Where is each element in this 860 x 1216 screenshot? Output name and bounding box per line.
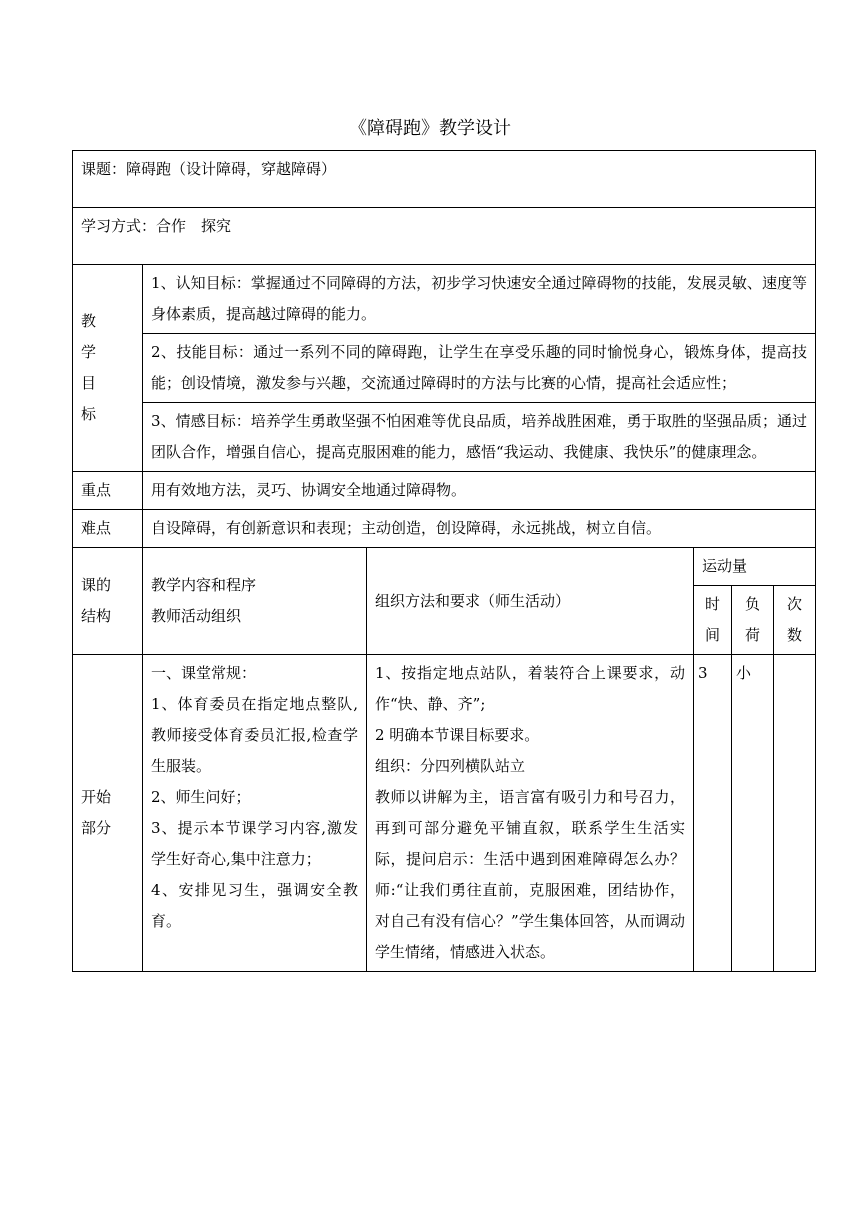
goal-row-2 xyxy=(73,334,816,403)
opening-method: 1、按指定地点站队，着装符合上课要求，动作“快、静、齐”; 2 明确本节课目标要求。 组织：分四列横队站立 教师以讲解为主，语言富有吸引力和号召力，再到可部分避免平铺直叙，联系学生生活实际，提问启示：生活中遇到困难障碍怎么办？师:“让我们勇往直前，克服困难，团结协作，对自己有没有信心？”学生集体回答，从而调动学生情绪，情感进入状态。 xyxy=(367,655,694,972)
lesson-plan-table xyxy=(72,150,815,972)
opening-time: 3 xyxy=(694,655,732,972)
difficulty-text: 自设障碍，有创新意识和表现；主动创造，创设障碍，永远挑战，树立自信。 xyxy=(143,510,816,548)
time-header: 时 间 xyxy=(694,586,732,655)
method-header: 组织方法和要求（师生活动） xyxy=(367,548,694,655)
content-header: 教学内容和程序 教师活动组织 xyxy=(143,548,367,655)
difficulty-label: 难点 xyxy=(73,510,143,548)
header-row-1 xyxy=(73,548,816,586)
structure-header: 课的 结构 xyxy=(73,548,143,655)
opening-row xyxy=(73,655,816,972)
goals-label: 教 学 目 标 xyxy=(73,265,143,472)
opening-label: 开始 部分 xyxy=(73,655,143,972)
goal-row-1 xyxy=(73,265,816,334)
key-point-label: 重点 xyxy=(73,472,143,510)
topic-row xyxy=(73,151,816,208)
opening-count xyxy=(774,655,816,972)
study-method-row xyxy=(73,208,816,265)
opening-intensity: 小 xyxy=(732,655,774,972)
count-header: 次 数 xyxy=(774,586,816,655)
topic-cell: 课题：障碍跑（设计障碍，穿越障碍） xyxy=(73,151,816,208)
intensity-header: 负 荷 xyxy=(732,586,774,655)
load-header: 运动量 xyxy=(694,548,816,586)
goal-row-3 xyxy=(73,403,816,472)
key-point-text: 用有效地方法，灵巧、协调安全地通过障碍物。 xyxy=(143,472,816,510)
opening-content: 一、课堂常规： 1、体育委员在指定地点整队,教师接受体育委员汇报,检查学生服装。 2、师生问好； 3、提示本节课学习内容,激发学生好奇心,集中注意力； 4、安排见习生，强调安全教育。 xyxy=(143,655,367,972)
emotion-goal: 3、情感目标：培养学生勇敢坚强不怕困难等优良品质，培养战胜困难，勇于取胜的坚强品质；通过团队合作，增强自信心，提高克服困难的能力，感悟“我运动、我健康、我快乐”的健康理念。 xyxy=(143,403,816,472)
key-point-row xyxy=(73,472,816,510)
study-method-cell: 学习方式：合作 探究 xyxy=(73,208,816,265)
page-title: 《障碍跑》教学设计 xyxy=(349,118,511,139)
difficulty-row xyxy=(73,510,816,548)
cognitive-goal: 1、认知目标：掌握通过不同障碍的方法，初步学习快速安全通过障碍物的技能，发展灵敏、速度等身体素质，提高越过障碍的能力。 xyxy=(143,265,816,334)
skill-goal: 2、技能目标：通过一系列不同的障碍跑，让学生在享受乐趣的同时愉悦身心，锻炼身体，提高技能；创设情境，激发参与兴趣，交流通过障碍时的方法与比赛的心情，提高社会适应性； xyxy=(143,334,816,403)
